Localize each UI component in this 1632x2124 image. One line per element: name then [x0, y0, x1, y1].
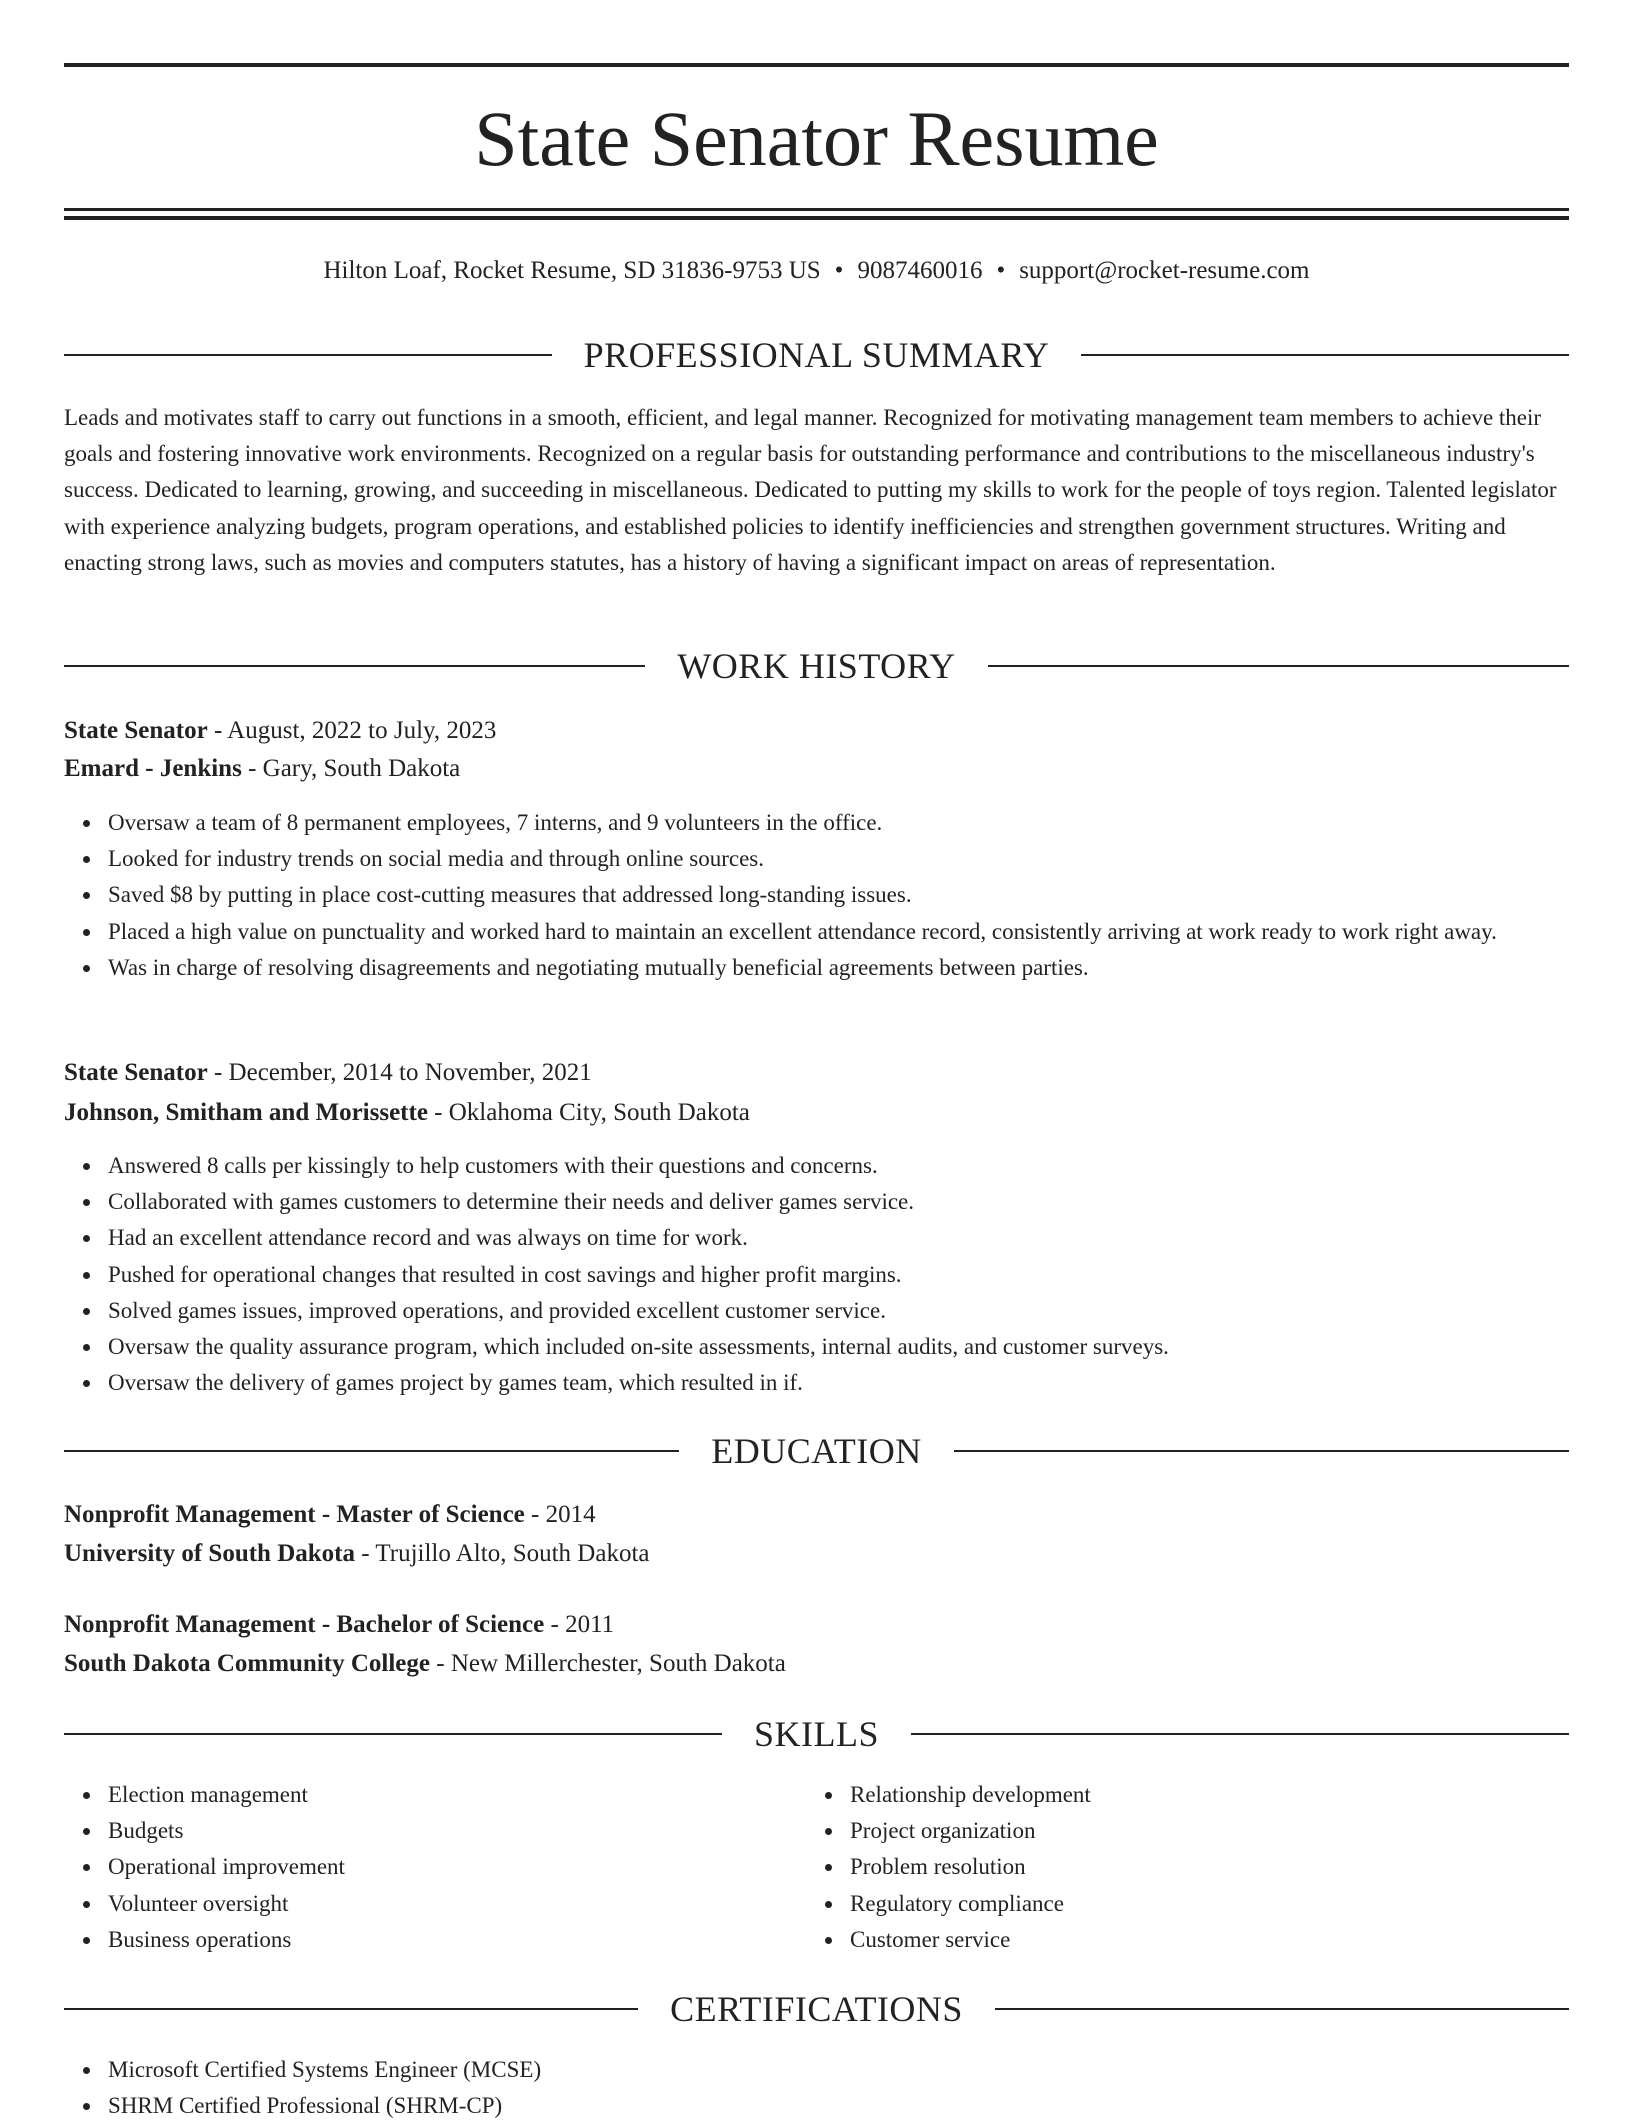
header-bottom-rule	[64, 208, 1569, 211]
certifications-list	[64, 2052, 1613, 2124]
list-item: Collaborated with games customers to determine their needs and deliver games service.	[108, 1184, 1613, 1220]
employer-location: - Oklahoma City, South Dakota	[427, 1099, 750, 1126]
employer-name: Emard - Jenkins	[64, 755, 242, 782]
job-duties-list	[64, 805, 1613, 986]
school-line	[64, 1647, 1569, 1681]
degree-name: Nonprofit Management - Bachelor of Science	[64, 1611, 545, 1638]
job-dates: - December, 2014 to November, 2021	[207, 1059, 592, 1086]
divider-line	[64, 665, 645, 667]
job-title-line	[64, 1056, 1569, 1090]
skills-list-right	[806, 1777, 1550, 1958]
section-title: SKILLS	[754, 1714, 880, 1754]
divider-line	[64, 354, 552, 356]
list-item: Oversaw the quality assurance program, which included on-site assessments, internal audits, and customer surveys.	[108, 1329, 1613, 1365]
certification-item: SHRM Certified Professional (SHRM-CP)	[108, 2088, 1613, 2124]
section-heading-skills	[64, 1711, 1569, 1757]
list-item: Had an excellent attendance record and was always on time for work.	[108, 1220, 1613, 1256]
contact-line	[64, 254, 1569, 288]
list-item: Oversaw the delivery of games project by games team, which resulted in if.	[108, 1365, 1613, 1401]
divider-line	[995, 2008, 1569, 2010]
list-item: Oversaw a team of 8 permanent employees, 7 interns, and 9 volunteers in the office.	[108, 805, 1613, 841]
job-title: State Senator	[64, 717, 208, 744]
employer-line	[64, 1096, 1569, 1130]
skill-item: Operational improvement	[108, 1849, 808, 1885]
list-item: Pushed for operational changes that resulted in cost savings and higher profit margins.	[108, 1257, 1613, 1293]
contact-separator: •	[834, 257, 844, 284]
resume-title: State Senator Resume	[474, 95, 1159, 182]
section-title: WORK HISTORY	[677, 646, 956, 686]
divider-line	[988, 665, 1569, 667]
job-dates: - August, 2022 to July, 2023	[207, 717, 497, 744]
skill-item: Volunteer oversight	[108, 1886, 808, 1922]
job-duties-list	[64, 1148, 1613, 1401]
divider-line	[64, 1450, 679, 1452]
job-title-line	[64, 714, 1569, 748]
employer-location: - Gary, South Dakota	[241, 755, 461, 782]
skill-item: Regulatory compliance	[850, 1886, 1550, 1922]
school-name: South Dakota Community College	[64, 1650, 430, 1677]
degree-year: - 2011	[544, 1611, 615, 1638]
school-location: - New Millerchester, South Dakota	[430, 1650, 786, 1677]
job-title: State Senator	[64, 1059, 208, 1086]
degree-line	[64, 1498, 1569, 1532]
section-title: CERTIFICATIONS	[670, 1989, 963, 2029]
divider-line	[64, 2008, 638, 2010]
degree-year: - 2014	[524, 1501, 596, 1528]
section-title: EDUCATION	[711, 1431, 922, 1471]
skill-item: Relationship development	[850, 1777, 1550, 1813]
list-item: Answered 8 calls per kissingly to help customers with their questions and concerns.	[108, 1148, 1613, 1184]
divider-line	[64, 1733, 722, 1735]
contact-phone: 9087460016	[857, 257, 983, 284]
section-title: PROFESSIONAL SUMMARY	[583, 335, 1050, 375]
section-heading-education	[64, 1428, 1569, 1474]
list-item: Placed a high value on punctuality and worked hard to maintain an excellent attendance record, consistently arriving at work ready to work right away.	[108, 914, 1613, 950]
skills-list-left	[64, 1777, 808, 1958]
school-location: - Trujillo Alto, South Dakota	[355, 1540, 650, 1567]
skill-item: Budgets	[108, 1813, 808, 1849]
school-name: University of South Dakota	[64, 1540, 355, 1567]
skill-item: Business operations	[108, 1922, 808, 1958]
list-item: Solved games issues, improved operations, and provided excellent customer service.	[108, 1293, 1613, 1329]
list-item: Saved $8 by putting in place cost-cutting measures that addressed long-standing issues.	[108, 877, 1613, 913]
employer-name: Johnson, Smitham and Morissette	[64, 1099, 428, 1126]
degree-name: Nonprofit Management - Master of Science	[64, 1501, 525, 1528]
section-heading-certifications	[64, 1986, 1569, 2032]
skill-item: Election management	[108, 1777, 808, 1813]
skill-item: Problem resolution	[850, 1849, 1550, 1885]
list-item: Was in charge of resolving disagreements and negotiating mutually beneficial agreements between parties.	[108, 950, 1613, 986]
header-bottom-rule-thick	[64, 216, 1569, 220]
summary-text: Leads and motivates staff to carry out functions in a smooth, efficient, and legal manner. Recognized for motivating management team members to achieve their goals and fostering innovative work environments. Recognized on a regular basis for outstanding performance and contributions to the miscellaneous industry's success. Dedicated to learning, growing, and succeeding in miscellaneous. Dedicated to putting my skills to work for the people of toys region. Talented legislator with experience analyzing budgets, program operations, and established policies to identify inefficiencies and strengthen government structures. Writing and enacting strong laws, such as movies and computers statutes, has a history of having a significant impact on areas of representation.	[64, 405, 1557, 575]
employer-line	[64, 752, 1569, 786]
divider-line	[954, 1450, 1569, 1452]
divider-line	[1081, 354, 1569, 356]
contact-email: support@rocket-resume.com	[1019, 257, 1310, 284]
certification-item: Microsoft Certified Systems Engineer (MCSE)	[108, 2052, 1613, 2088]
school-line	[64, 1537, 1569, 1571]
contact-address: Hilton Loaf, Rocket Resume, SD 31836-9753 US	[323, 257, 821, 284]
skill-item: Project organization	[850, 1813, 1550, 1849]
contact-separator: •	[996, 257, 1006, 284]
header-top-rule	[64, 63, 1569, 67]
divider-line	[911, 1733, 1569, 1735]
skill-item: Customer service	[850, 1922, 1550, 1958]
degree-line	[64, 1608, 1569, 1642]
section-heading-summary	[64, 332, 1569, 378]
list-item: Looked for industry trends on social media and through online sources.	[108, 841, 1613, 877]
section-heading-work-history	[64, 643, 1569, 689]
